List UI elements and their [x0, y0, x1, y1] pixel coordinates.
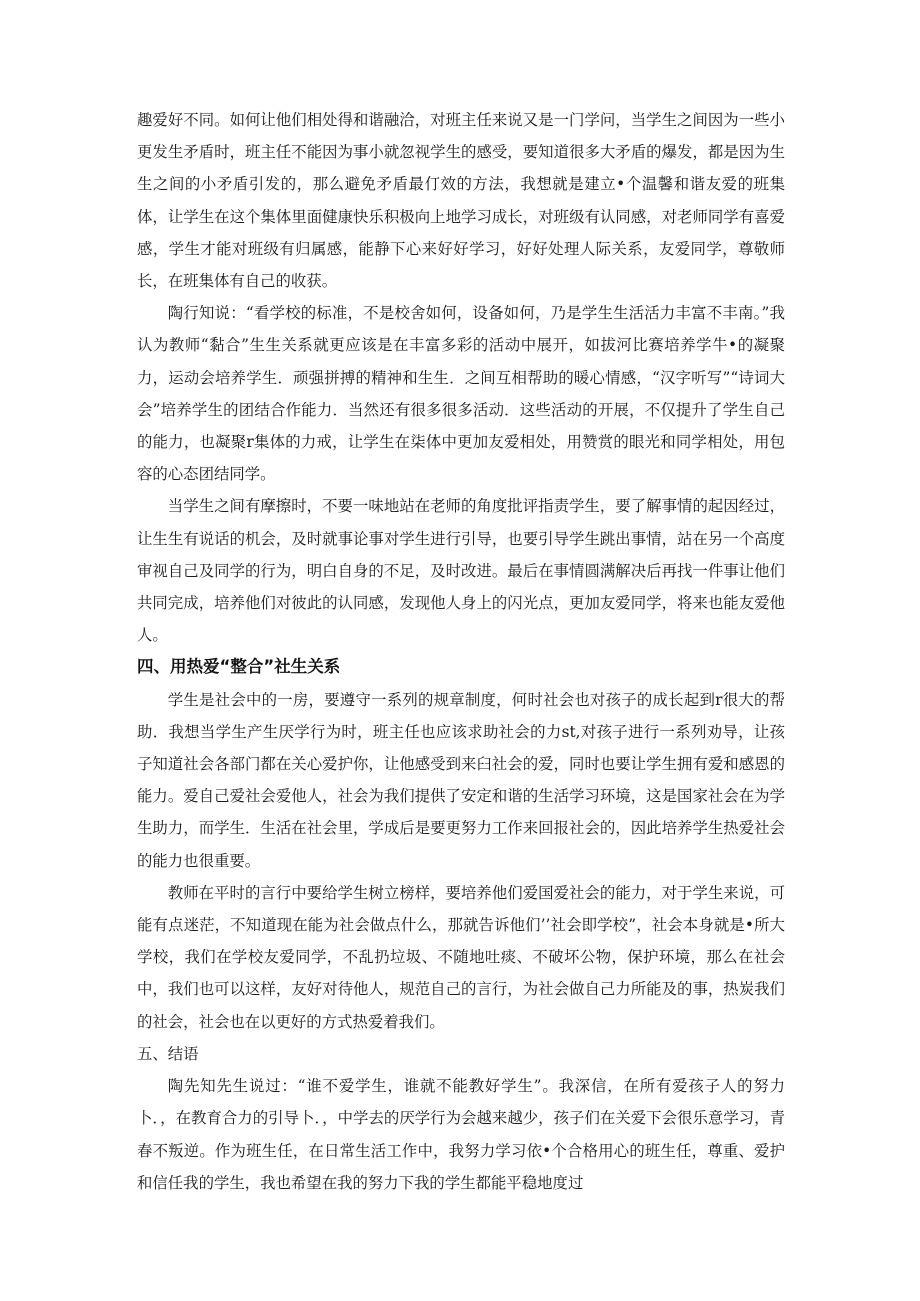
- paragraph-continued: 趣爱好不同。如何让他们相处得和谐融洽，对班主任来说又是一门学问，当学生之间因为一些小更发生矛盾时，班主任不能因为事小就忽视学生的感受，要知道很多大矛盾的爆发，都是因为生生之间的小矛盾引发的，那么避免矛盾最仃效的方法，我想就是建立•个温馨和谐友爱的班集体，让学生在这个集体里面健康快乐积极向上地学习成长，对班级有认同感，对老师同学有喜爱感，学生才能对班级有归属感，能静下心来好好学习，好好处理人际关系，友爱同学，尊敬师长，在班集体有自己的收获。: [137, 111, 785, 291]
- paragraph-teacher-example: 教师在平时的言行中要给学生树立榜样，要培养他们爱国爱社会的能力，对于学生来说，可能有点迷茫，不知道现在能为社会做点什么，那就告诉他们’’社会即学校”，社会本身就是•所大学校，我们在学校友爱同学，不乱扔垃圾、不随地吐痰、不破坏公物，保护环境，那么在社会中，我们也可以这样，友好对待他人，规范自己的言行，为社会做自己力所能及的事，热炭我们的社会，社会也在以更好的方式热爱着我们。: [137, 883, 785, 1031]
- section-heading-5: 五、结语: [137, 1044, 199, 1063]
- paragraph-tao-xingzhi-quote: 陶行知说：“看学校的标准，不是校舍如何，设备如何，乃是学生生活活力丰富不丰南。”我认为教师“黏合”生生关系就更应该是在丰富多彩的活动中展开，如拔河比赛培养学牛•的凝聚力，运动会培养学生．顽强拼搏的精神和生生．之间互相帮助的暖心情感，“汉字听写”“诗词大会”培养学生的团结合作能力．当然还有很多很多活动．这些活动的开展，不仅提升了学生自己的能力，也凝聚r集体的力戒，让学生在柒体中更加友爱相处，用赞赏的眼光和同学相处，用包容的心态团结同学。: [137, 304, 785, 484]
- section-heading-4: 四、用热爱“整合”社生关系: [137, 657, 341, 677]
- paragraph-conclusion: 陶先知先生说过：“谁不爱学生，谁就不能教好学生”。我深信，在所有爱孩子人的努力卜．，在教育合力的引导卜．，中学去的厌学行为会越来越少，孩子们在关爱下会很乐意学习，青春不叛逆。作为班生任，在日常生活工作中，我努力学习依•个合格用心的班生任，尊重、爱护和信任我的学生，我也希望在我的努力下我的学生都能平稳地度过: [137, 1077, 785, 1192]
- paragraph-conflict-resolution: 当学生之间有摩擦时，不要一味地站在老师的角度批评指责学生，要了解事情的起因经过，让生生有说话的机会，及时就事论事对学生进行引导，也要引导学生跳出事情，站在另一个高度审视自己及同学的行为，明白自身的不足，及时改进。最后在事情圆满解决后再找一件事让他们共同完成，培养他们对彼此的认同感，发现他人身上的闪光点，更加友爱同学，将来也能友爱他人。: [137, 497, 785, 645]
- paragraph-society: 学生是社会中的一房，要遵守一系列的规章制度，何时社会也对孩子的成长起到r很大的帮助．我想当学生产生厌学行为时，班主任也应该求助社会的力st,对孩子进行一系列劝导，让孩子知道社会各部门都在关心爱护你，让他感受到来臼社会的爱，同时也要让学生拥有爱和感恩的能力。爱自己爱社会爱他人，社会为我们提供了安定和谐的生活学习环境，这是国家社会在为学生助力，而学生．生活在社会里，学成后是要更努力工作来回报社会的，因此培养学生热爱社会的能力也很重要。: [137, 690, 785, 870]
- document-body: [137, 104, 785, 1199]
